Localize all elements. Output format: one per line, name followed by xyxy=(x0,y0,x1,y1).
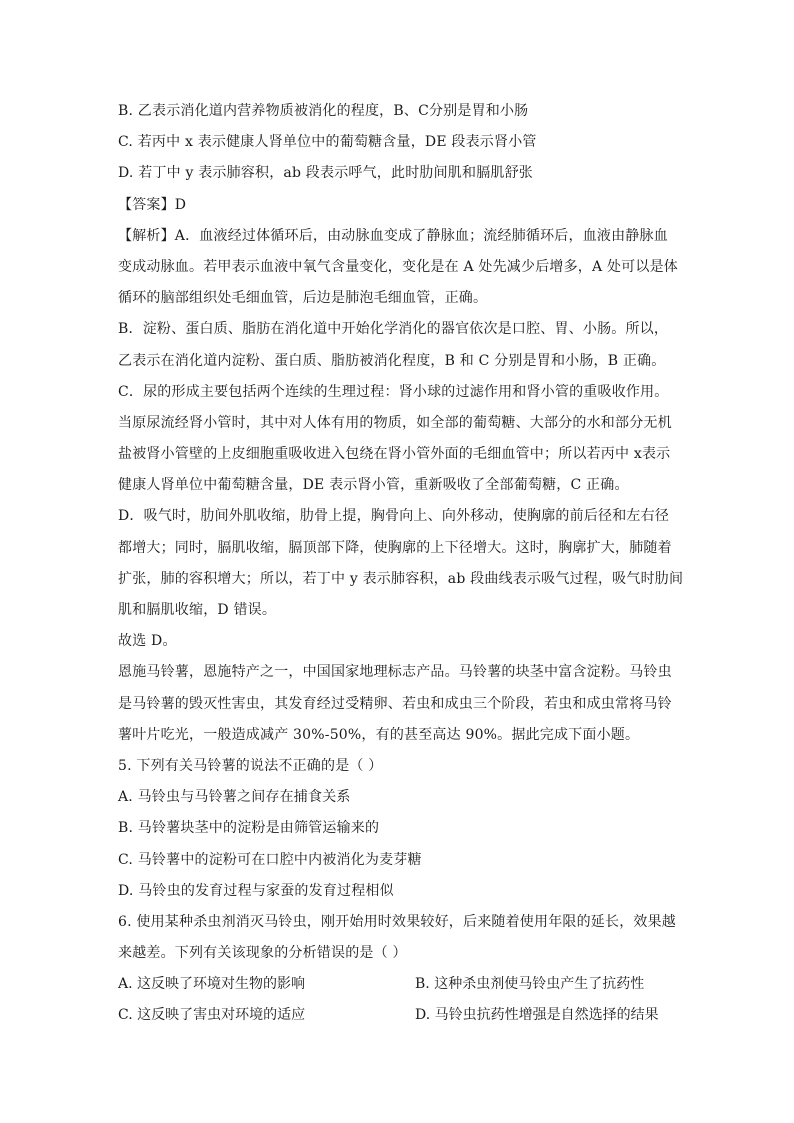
analysis-line: 盐被肾小管壁的上皮细胞重吸收进入包绕在肾小管外面的毛细血管中；所以若丙中 x表示 xyxy=(118,446,671,463)
q6-stem-line-2: 来越差。下列有关该现象的分析错误的是（ ） xyxy=(118,945,407,962)
analysis-line: 【解析】A．血液经过体循环后，由动脉血变成了静脉血；流经肺循环后，血液由静脉血 xyxy=(118,227,668,244)
analysis-line: 循环的脑部组织处毛细血管，后边是肺泡毛细血管，正确。 xyxy=(118,290,488,307)
q6-options-row-1 xyxy=(118,969,678,1000)
analysis-line: C．尿的形成主要包括两个连续的生理过程：肾小球的过滤作用和肾小管的重吸收作用。 xyxy=(118,383,669,400)
answer-line: 【答案】D xyxy=(118,196,187,213)
passage-line: 恩施马铃薯，恩施特产之一，中国国家地理标志产品。马铃薯的块茎中富含淀粉。马铃虫 xyxy=(118,664,672,681)
document-page xyxy=(118,96,684,1032)
q6-option-c: C. 这反映了害虫对环境的适应 xyxy=(118,1007,306,1024)
q4-option-b: B. 乙表示消化道内营养物质被消化的程度，B、C分别是胃和小肠 xyxy=(118,103,529,119)
q5-stem: 5. 下列有关马铃薯的说法不正确的是（ ） xyxy=(118,757,383,774)
q6-option-a: A. 这反映了环境对生物的影响 xyxy=(118,976,306,993)
analysis-line: 扩张，肺的容积增大；所以，若丁中 y 表示肺容积，ab 段曲线表示吸气过程，吸气时肋间 xyxy=(118,570,684,587)
q4-option-d: D. 若丁中 y 表示肺容积，ab 段表示呼气，此时肋间肌和膈肌舒张 xyxy=(118,165,533,182)
q5-option-b: B. 马铃薯块茎中的淀粉是由筛管运输来的 xyxy=(118,820,380,837)
q6-option-d: D. 马铃虫抗药性增强是自然选择的结果 xyxy=(415,1007,659,1024)
analysis-line: B．淀粉、蛋白质、脂肪在消化道中开始化学消化的器官依次是口腔、胃、小肠。所以， xyxy=(118,321,669,338)
q6-stem-line-1: 6. 使用某种杀虫剂消灭马铃虫，刚开始用时效果较好，后来随着使用年限的延长，效果越 xyxy=(118,913,677,930)
analysis-line: 乙表示在消化道内淀粉、蛋白质、脂肪被消化程度，B 和 C 分别是胃和小肠，B 正确。 xyxy=(118,352,666,369)
q6-options-row-2 xyxy=(118,1000,678,1031)
q6-option-b: B. 这种杀虫剂使马铃虫产生了抗药性 xyxy=(415,976,645,993)
passage-line: 薯叶片吃光，一般造成减产 30%-50%，有的甚至高达 90%。据此完成下面小题。 xyxy=(118,726,640,743)
analysis-line: D．吸气时，肋间外肌收缩，肋骨上提，胸骨向上、向外移动，使胸廓的前后径和左右径 xyxy=(118,508,670,525)
q5-option-a: A. 马铃虫与马铃薯之间存在捕食关系 xyxy=(118,789,351,806)
passage-line: 是马铃薯的毁灭性害虫，其发育经过受精卵、若虫和成虫三个阶段，若虫和成虫常将马铃 xyxy=(118,695,672,712)
q5-option-c: C. 马铃薯中的淀粉可在口腔中内被消化为麦芽糖 xyxy=(118,851,422,868)
analysis-line: 肌和膈肌收缩，D 错误。 xyxy=(118,602,277,618)
analysis-line: 都增大；同时，膈肌收缩，膈顶部下降，使胸廓的上下径增大。这时，胸廓扩大，肺随着 xyxy=(118,539,672,556)
analysis-line: 当原尿流经肾小管时，其中对人体有用的物质，如全部的葡萄糖、大部分的水和部分无机 xyxy=(118,414,672,431)
analysis-conclusion: 故选 D。 xyxy=(118,633,177,650)
q4-option-c: C. 若丙中 x 表示健康人肾单位中的葡萄糖含量，DE 段表示肾小管 xyxy=(118,134,537,151)
analysis-line: 变成动脉血。若甲表示血液中氧气含量变化，变化是在 A 处先减少后增多，A 处可以是体 xyxy=(118,258,678,275)
q5-option-d: D. 马铃虫的发育过程与家蚕的发育过程相似 xyxy=(118,882,394,899)
analysis-line: 健康人肾单位中葡萄糖含量，DE 表示肾小管，重新吸收了全部葡萄糖，C 正确。 xyxy=(118,477,629,494)
